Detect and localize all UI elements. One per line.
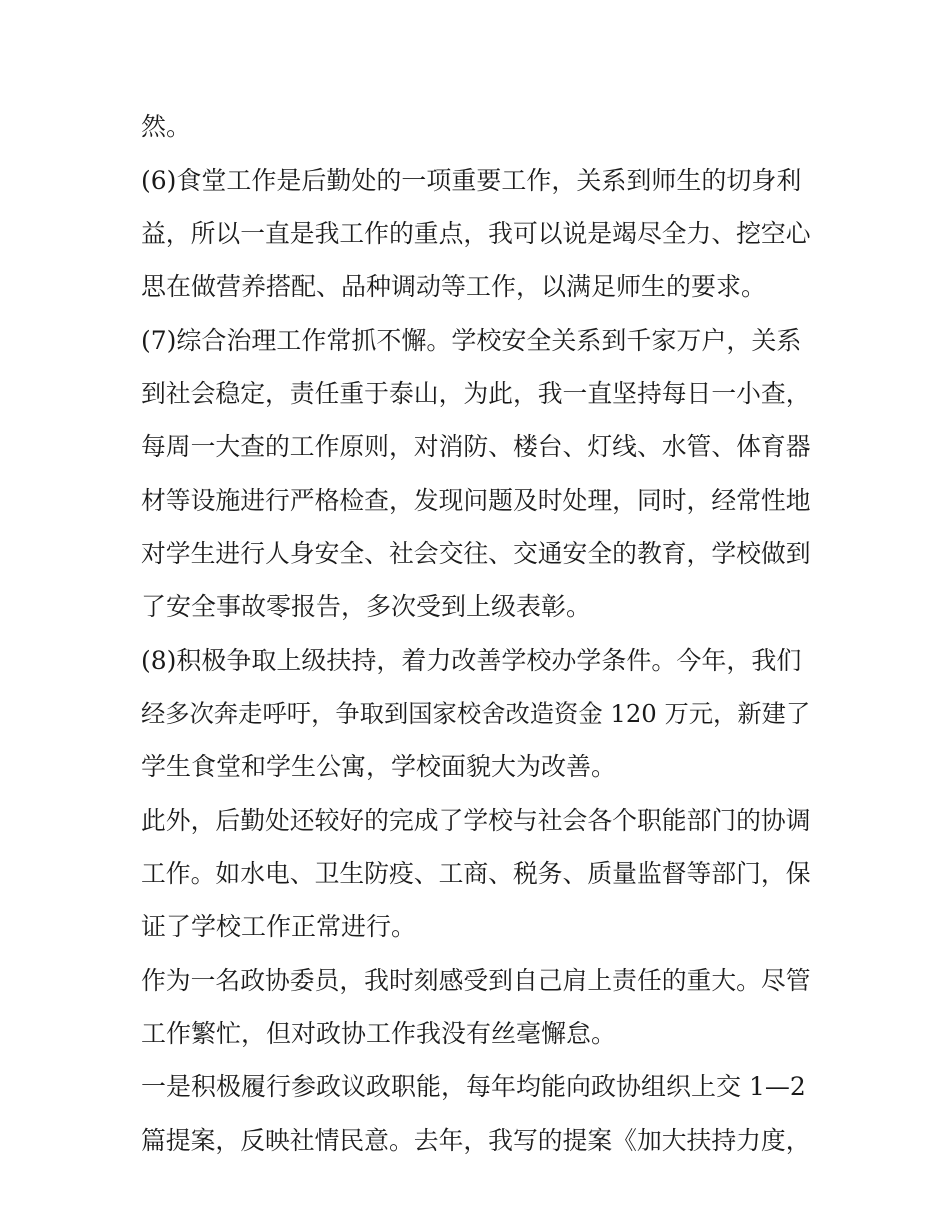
text-line: 每周一大查的工作原则，对消防、楼台、灯线、水管、体育器 <box>141 432 811 461</box>
text-line: 思在做营养搭配、品种调动等工作，以满足师生的要求。 <box>141 272 767 301</box>
text-line: 到社会稳定，责任重于泰山，为此，我一直坚持每日一小查， <box>141 379 811 408</box>
text-line: (7)综合治理工作常抓不懈。学校安全关系到千家万户，关系 <box>141 326 802 355</box>
text-line: 了安全事故零报告，多次受到上级表彰。 <box>141 592 592 621</box>
text-line: 作为一名政协委员，我时刻感受到自己肩上责任的重大。尽管 <box>141 966 811 995</box>
text-line: 此外，后勤处还较好的完成了学校与社会各个职能部门的协调 <box>141 806 811 835</box>
text-line: 一是积极履行参政议政职能，每年均能向政协组织上交 1—2 <box>141 1072 806 1101</box>
text-line: 益，所以一直是我工作的重点，我可以说是竭尽全力、挖空心 <box>141 219 811 248</box>
text-line: 篇提案，反映社情民意。去年，我写的提案《加大扶持力度， <box>141 1126 811 1155</box>
text-line: 学生食堂和学生公寓，学校面貌大为改善。 <box>141 752 617 781</box>
text-line: 材等设施进行严格检查，发现问题及时处理，同时，经常性地 <box>141 486 811 515</box>
text-line: 工作。如水电、卫生防疫、工商、税务、质量监督等部门，保 <box>141 859 811 888</box>
text-line: 经多次奔走呼吁，争取到国家校舍改造资金 120 万元，新建了 <box>141 699 811 728</box>
text-line: (6)食堂工作是后勤处的一项重要工作，关系到师生的切身利 <box>141 166 802 195</box>
text-line: (8)积极争取上级扶持，着力改善学校办学条件。今年，我们 <box>141 646 802 675</box>
text-line: 证了学校工作正常进行。 <box>141 912 417 941</box>
text-line: 然。 <box>141 112 192 141</box>
text-line: 对学生进行人身安全、社会交往、交通安全的教育，学校做到 <box>141 539 811 568</box>
text-line: 工作繁忙，但对政协工作我没有丝毫懈怠。 <box>141 1019 617 1048</box>
